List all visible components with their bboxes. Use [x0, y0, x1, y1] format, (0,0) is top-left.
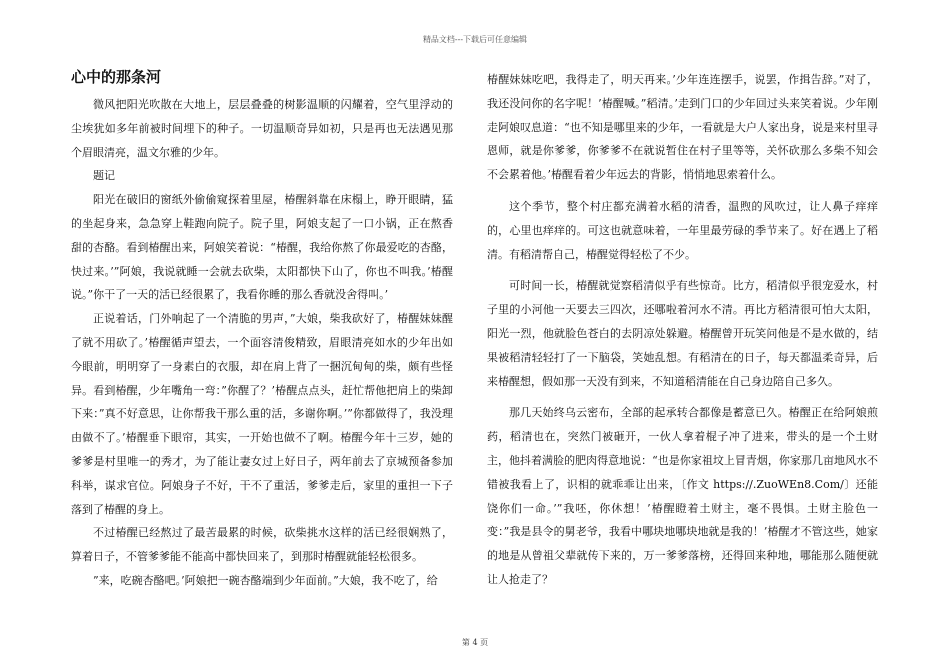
epigraph-label: 题记: [93, 169, 115, 183]
paragraph: 阳光在破旧的窗纸外偷偷窥探着里屋，椿醒斜靠在床榻上，睁开眼睛，猛的坐起身来，急急穿上鞋跑向院子。院子里，阿娘支起了一口小锅，正在熬香甜的杏酪。看到椿醒出来，阿娘笑着说：“椿醒，我给你熬了你最爱吃的杏酪，快过来。’”阿娘，我说就睡一会就去砍柴，太阳都快下山了，你也不叫我。’椿醒说。”你干了一天的活已经很累了，我看你睡的那么香就没舍得叫。’: [71, 193, 453, 302]
paragraph: 可时间一长，椿醒就觉察稻清似乎有些惊奇。比方，稻清似乎很宠爱水，村子里的小河他一天要去三四次，还哪啦着河水不清。再比方稻清很可怕大太阳，阳光一烈，他就脸色苍白的去阴凉处躲避。椿醒曾开玩笑问他是不是水做的，结果被稻清轻轻打了一下脑袋，笑她乱想。有稻清在的日子，每天都温柔奇异，后来椿醒想，假如那一天没有到来，不知道稻清能在自己身边陪自己多久。: [487, 279, 878, 388]
paragraph: 正说着话，门外响起了一个清脆的男声，”大娘，柴我砍好了，椿醒妹妹醒了就不用砍了。’椿醒循声望去，一个面容清俊精致，眉眼清亮如水的少年出如今眼前，明明穿了一身素白的衣服，却在肩上背了一捆沉甸甸的柴，颇有些怪异。看到椿醒，少年嘴角一弯：”你醒了？’椿醒点点头，赶忙帮他把肩上的柴卸下来：”真不好意思，让你帮我干那么重的活，多谢你啊。’”你都做得了，我没理由做不了。’椿醒垂下眼帘，其实，一开始也做不了啊。椿醒今年十三岁，她的爹爹是村里唯一的秀才，为了能让妻女过上好日子，两年前去了京城预备参加科举，谋求官位。阿娘身子不好，干不了重活，爹爹走后，家里的重担一下子落到了椿醒的身上。: [71, 312, 453, 516]
paragraph: 不过椿醒已经熬过了最苦最累的时候，砍柴挑水这样的活已经很娴熟了，算着日子，不管爹爹能不能高中都快回来了，到那时椿醒就能轻松很多。: [71, 526, 453, 564]
article-title: 心中的那条河: [71, 68, 162, 86]
paragraph: 椿醒妹妹吃吧，我得走了，明天再来。’少年连连摆手，说罢，作揖告辞。”对了，我还没问你的名字呢！’椿醒喊。”稻清。’走到门口的少年回过头来笑着说。少年刚走阿娘叹息道：“也不知是哪里来的少年，一看就是大户人家出身，说是来村里寻恩师，就是你爹爹，你爹爹不在就说暂住在村子里等等，关怀砍那么多柴不知会不会累着他。’椿醒看着少年远去的背影，悄悄地思索着什么。: [487, 73, 878, 182]
paragraph: 微风把阳光吹散在大地上，层层叠叠的树影温顺的闪耀着，空气里浮动的尘埃犹如多年前被时间埋下的种子。一切温顺奇异如初，只是再也无法遇见那个眉眼清亮，温文尔雅的少年。: [71, 98, 453, 159]
page-number: 第 4 页: [461, 638, 489, 647]
left-column: [71, 68, 453, 593]
page-header: 精品文档---下载后可任意编辑: [422, 35, 528, 44]
paragraph: 那几天始终乌云密布，全部的起承转合都像是蓄意已久。椿醒正在给阿娘煎药，稻清也在，突然门被砸开，一伙人拿着棍子冲了进来，带头的是一个土财主，他抖着满脸的肥肉得意地说：“也是你家祖坟上冒青烟，你家那几亩地风水不错被我看上了，识相的就乖乖让出来，〔作文 https://.ZuoWEn8.Com/〕还能饶你们一命。’”我呸，你休想！’椿醒瞪着土财主，毫不畏惧。土财主脸色一变：”我是县令的舅老爷，我看中哪块地哪块地就是我的！’椿醒才不管这些，她家的地是从曾祖父辈就传下来的，万一爹爹落榜，还得回来种地，哪能那么随便就让人抢走了？: [487, 406, 878, 586]
paragraph: 这个季节，整个村庄都充满着水稻的清香，温煦的风吹过，让人鼻子痒痒的，心里也痒痒的。可这也就意味着，一年里最劳碌的季节来了。好在遇上了稻清。有稻清帮自己，椿醒觉得轻松了不少。: [487, 199, 878, 261]
right-column: [487, 68, 878, 592]
paragraph: ”来，吃碗杏酪吧。’阿娘把一碗杏酪端到少年面前。”大娘，我不吃了，给: [93, 573, 438, 587]
